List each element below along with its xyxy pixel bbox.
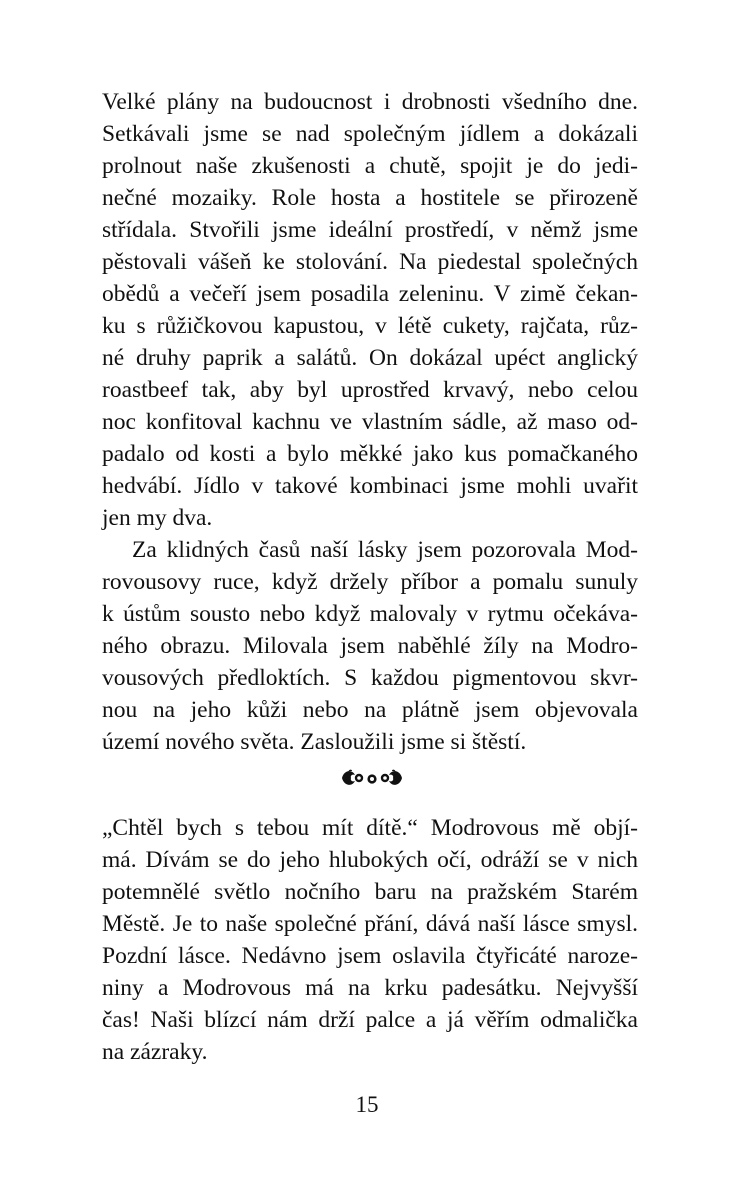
- text-line: Velké plány na budoucnost i drobnosti všedního dne.: [102, 89, 638, 115]
- text-line: potemnělé světlo nočního baru na pražském Starém: [102, 879, 638, 905]
- text-line: „Chtěl bych s tebou mít dítě.“ Modrovous mě objí-: [102, 815, 638, 841]
- text-line: vousových předloktích. S každou pigmentovou skvr-: [102, 665, 638, 691]
- page-number: 15: [355, 1092, 379, 1117]
- text-line: niny a Modrovous má na krku padesátku. Nejvyšší: [102, 975, 638, 1001]
- text-line: má. Dívám se do jeho hlubokých očí, odráží se v nich: [102, 847, 638, 873]
- text-line: střídala. Stvořili jsme ideální prostředí, v němž jsme: [102, 217, 638, 243]
- floral-ornament-icon: [340, 766, 404, 790]
- text-line: ného obrazu. Milovala jsem naběhlé žíly na Modro-: [102, 633, 638, 659]
- text-line: ku s růžičkovou kapustou, v létě cukety, rajčata, růz-: [102, 313, 638, 339]
- text-line: rovousovy ruce, když držely příbor a pomalu sunuly: [102, 569, 638, 595]
- text-line: hedvábí. Jídlo v takové kombinaci jsme mohli uvařit: [102, 473, 638, 499]
- paragraph-1: [102, 86, 638, 534]
- text-line: nečné mozaiky. Role hosta a hostitele se přirozeně: [102, 185, 638, 211]
- text-line: Za klidných časů naší lásky jsem pozorovala Mod-: [132, 537, 638, 563]
- text-line: Městě. Je to naše společné přání, dává naší lásce smysl.: [102, 911, 638, 937]
- text-line: k ústům sousto nebo když malovaly v rytmu očekáva-: [102, 601, 638, 627]
- paragraph-3: [102, 812, 638, 1068]
- text-line: padalo od kosti a bylo měkké jako kus pomačkaného: [102, 441, 638, 467]
- text-line: obědů a večeří jsem posadila zeleninu. V zimě čekan-: [102, 281, 638, 307]
- text-line: Setkávali jsme se nad společným jídlem a dokázali: [102, 121, 638, 147]
- text-line: nou na jeho kůži nebo na plátně jsem objevovala: [102, 697, 638, 723]
- text-line: území nového světa. Zasloužili jsme si štěstí.: [102, 729, 527, 755]
- page-body: [102, 86, 638, 1065]
- text-line: na zázraky.: [102, 1039, 208, 1065]
- text-line: roastbeef tak, aby byl uprostřed krvavý, nebo celou: [102, 377, 638, 403]
- text-line: prolnout naše zkušenosti a chutě, spojit je do jedi-: [102, 153, 638, 179]
- text-line: Pozdní lásce. Nedávno jsem oslavila čtyřicáté naroze-: [102, 943, 638, 969]
- text-line: jen my dva.: [102, 505, 213, 531]
- text-line: čas! Naši blízcí nám drží palce a já věřím odmalička: [102, 1007, 638, 1033]
- paragraph-2: [102, 534, 638, 758]
- text-line: né druhy paprik a salátů. On dokázal upéct anglický: [102, 345, 638, 371]
- text-line: pěstovali vášeň ke stolování. Na piedestal společných: [102, 249, 638, 275]
- text-line: noc konfitoval kachnu ve vlastním sádle, až maso od-: [102, 409, 638, 435]
